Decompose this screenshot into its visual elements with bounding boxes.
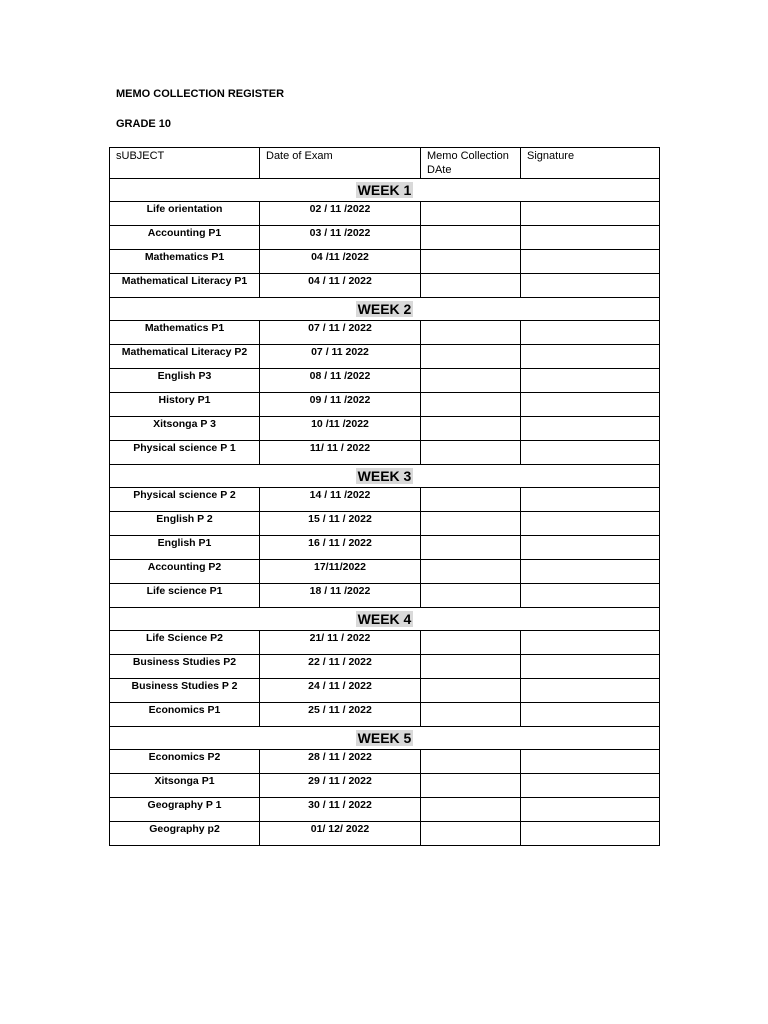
signature-cell bbox=[521, 369, 660, 393]
signature-cell bbox=[521, 631, 660, 655]
exam-date-cell: 24 / 11 / 2022 bbox=[260, 679, 421, 703]
signature-cell bbox=[521, 250, 660, 274]
week-header-cell bbox=[110, 179, 660, 202]
memo-collection-date-cell bbox=[421, 703, 521, 727]
subject-cell: Mathematics P1 bbox=[110, 250, 260, 274]
memo-register-table bbox=[109, 147, 660, 846]
week-header-row bbox=[110, 608, 660, 631]
signature-cell bbox=[521, 512, 660, 536]
week-header-row bbox=[110, 179, 660, 202]
table-row bbox=[110, 441, 660, 465]
signature-cell bbox=[521, 274, 660, 298]
signature-cell bbox=[521, 321, 660, 345]
signature-cell bbox=[521, 703, 660, 727]
week-header-cell bbox=[110, 608, 660, 631]
table-row bbox=[110, 512, 660, 536]
table-row bbox=[110, 655, 660, 679]
memo-collection-date-cell bbox=[421, 321, 521, 345]
exam-date-cell: 17/11/2022 bbox=[260, 560, 421, 584]
table-row bbox=[110, 798, 660, 822]
signature-cell bbox=[521, 560, 660, 584]
memo-collection-date-cell bbox=[421, 417, 521, 441]
signature-cell bbox=[521, 345, 660, 369]
table-row bbox=[110, 536, 660, 560]
signature-cell bbox=[521, 798, 660, 822]
signature-cell bbox=[521, 655, 660, 679]
exam-date-cell: 07 / 11 2022 bbox=[260, 345, 421, 369]
week-label: WEEK 1 bbox=[357, 182, 412, 198]
week-label: WEEK 2 bbox=[357, 301, 412, 317]
grade-label: GRADE 10 bbox=[116, 118, 172, 130]
exam-date-cell: 25 / 11 / 2022 bbox=[260, 703, 421, 727]
signature-cell bbox=[521, 584, 660, 608]
subject-cell: Mathematical Literacy P2 bbox=[110, 345, 260, 369]
exam-date-cell: 01/ 12/ 2022 bbox=[260, 822, 421, 846]
table-row bbox=[110, 226, 660, 250]
table-row bbox=[110, 250, 660, 274]
signature-cell bbox=[521, 417, 660, 441]
signature-cell bbox=[521, 202, 660, 226]
subject-cell: Economics P1 bbox=[110, 703, 260, 727]
table-row bbox=[110, 750, 660, 774]
week-label: WEEK 5 bbox=[357, 730, 412, 746]
exam-date-cell: 18 / 11 /2022 bbox=[260, 584, 421, 608]
memo-collection-date-cell bbox=[421, 584, 521, 608]
memo-collection-date-cell bbox=[421, 512, 521, 536]
signature-cell bbox=[521, 536, 660, 560]
table-row bbox=[110, 274, 660, 298]
subject-cell: Xitsonga P1 bbox=[110, 774, 260, 798]
table-row bbox=[110, 703, 660, 727]
exam-date-cell: 21/ 11 / 2022 bbox=[260, 631, 421, 655]
exam-date-cell: 07 / 11 / 2022 bbox=[260, 321, 421, 345]
week-label: WEEK 4 bbox=[357, 611, 412, 627]
date-header: Date of Exam bbox=[260, 148, 421, 179]
week-header-row bbox=[110, 465, 660, 488]
subject-header: sUBJECT bbox=[110, 148, 260, 179]
exam-date-cell: 30 / 11 / 2022 bbox=[260, 798, 421, 822]
subject-cell: Accounting P2 bbox=[110, 560, 260, 584]
table-row bbox=[110, 202, 660, 226]
subject-cell: Business Studies P 2 bbox=[110, 679, 260, 703]
week-header-cell bbox=[110, 727, 660, 750]
exam-date-cell: 28 / 11 / 2022 bbox=[260, 750, 421, 774]
week-header-cell bbox=[110, 298, 660, 321]
subject-cell: Life science P1 bbox=[110, 584, 260, 608]
exam-date-cell: 02 / 11 /2022 bbox=[260, 202, 421, 226]
memo-collection-date-cell bbox=[421, 631, 521, 655]
signature-cell bbox=[521, 441, 660, 465]
subject-cell: Economics P2 bbox=[110, 750, 260, 774]
signature-header: Signature bbox=[521, 148, 660, 179]
memo-collection-date-cell bbox=[421, 822, 521, 846]
subject-cell: English P1 bbox=[110, 536, 260, 560]
header-row bbox=[110, 148, 660, 179]
memo-collection-date-cell bbox=[421, 345, 521, 369]
signature-cell bbox=[521, 822, 660, 846]
subject-cell: Life Science P2 bbox=[110, 631, 260, 655]
exam-date-cell: 15 / 11 / 2022 bbox=[260, 512, 421, 536]
week-header-cell bbox=[110, 465, 660, 488]
table-row bbox=[110, 631, 660, 655]
exam-date-cell: 22 / 11 / 2022 bbox=[260, 655, 421, 679]
signature-cell bbox=[521, 393, 660, 417]
exam-date-cell: 14 / 11 /2022 bbox=[260, 488, 421, 512]
subject-cell: English P3 bbox=[110, 369, 260, 393]
exam-date-cell: 08 / 11 /2022 bbox=[260, 369, 421, 393]
exam-date-cell: 04 / 11 / 2022 bbox=[260, 274, 421, 298]
subject-cell: Life orientation bbox=[110, 202, 260, 226]
memo-collection-date-cell bbox=[421, 226, 521, 250]
subject-cell: Business Studies P2 bbox=[110, 655, 260, 679]
exam-date-cell: 16 / 11 / 2022 bbox=[260, 536, 421, 560]
week-header-row bbox=[110, 727, 660, 750]
document-title: MEMO COLLECTION REGISTER bbox=[116, 88, 285, 100]
table-row bbox=[110, 822, 660, 846]
exam-date-cell: 11/ 11 / 2022 bbox=[260, 441, 421, 465]
table-row bbox=[110, 774, 660, 798]
exam-date-cell: 10 /11 /2022 bbox=[260, 417, 421, 441]
table-row bbox=[110, 488, 660, 512]
memo-collection-date-cell bbox=[421, 655, 521, 679]
subject-cell: Xitsonga P 3 bbox=[110, 417, 260, 441]
subject-cell: Mathematics P1 bbox=[110, 321, 260, 345]
signature-cell bbox=[521, 679, 660, 703]
table-row bbox=[110, 584, 660, 608]
week-header-row bbox=[110, 298, 660, 321]
signature-cell bbox=[521, 750, 660, 774]
memo-collection-date-cell bbox=[421, 560, 521, 584]
memo-collection-date-cell bbox=[421, 750, 521, 774]
memo-collection-date-cell bbox=[421, 679, 521, 703]
table-row bbox=[110, 679, 660, 703]
register-body bbox=[110, 179, 660, 846]
subject-cell: Physical science P 2 bbox=[110, 488, 260, 512]
memo-collection-date-cell bbox=[421, 393, 521, 417]
memo-collection-date-header: Memo Collection DAte bbox=[421, 148, 521, 179]
subject-cell: English P 2 bbox=[110, 512, 260, 536]
memo-collection-date-cell bbox=[421, 536, 521, 560]
signature-cell bbox=[521, 488, 660, 512]
subject-cell: Geography p2 bbox=[110, 822, 260, 846]
memo-collection-date-cell bbox=[421, 441, 521, 465]
exam-date-cell: 29 / 11 / 2022 bbox=[260, 774, 421, 798]
memo-collection-date-cell bbox=[421, 488, 521, 512]
memo-collection-date-cell bbox=[421, 202, 521, 226]
exam-date-cell: 09 / 11 /2022 bbox=[260, 393, 421, 417]
table-row bbox=[110, 321, 660, 345]
table-row bbox=[110, 393, 660, 417]
subject-cell: Physical science P 1 bbox=[110, 441, 260, 465]
signature-cell bbox=[521, 226, 660, 250]
memo-collection-date-cell bbox=[421, 798, 521, 822]
exam-date-cell: 04 /11 /2022 bbox=[260, 250, 421, 274]
table-row bbox=[110, 369, 660, 393]
memo-collection-date-cell bbox=[421, 274, 521, 298]
week-label: WEEK 3 bbox=[357, 468, 412, 484]
memo-collection-date-cell bbox=[421, 369, 521, 393]
table-row bbox=[110, 560, 660, 584]
subject-cell: History P1 bbox=[110, 393, 260, 417]
memo-collection-date-cell bbox=[421, 774, 521, 798]
signature-cell bbox=[521, 774, 660, 798]
table-row bbox=[110, 417, 660, 441]
exam-date-cell: 03 / 11 /2022 bbox=[260, 226, 421, 250]
subject-cell: Accounting P1 bbox=[110, 226, 260, 250]
table-row bbox=[110, 345, 660, 369]
subject-cell: Geography P 1 bbox=[110, 798, 260, 822]
memo-collection-date-cell bbox=[421, 250, 521, 274]
subject-cell: Mathematical Literacy P1 bbox=[110, 274, 260, 298]
